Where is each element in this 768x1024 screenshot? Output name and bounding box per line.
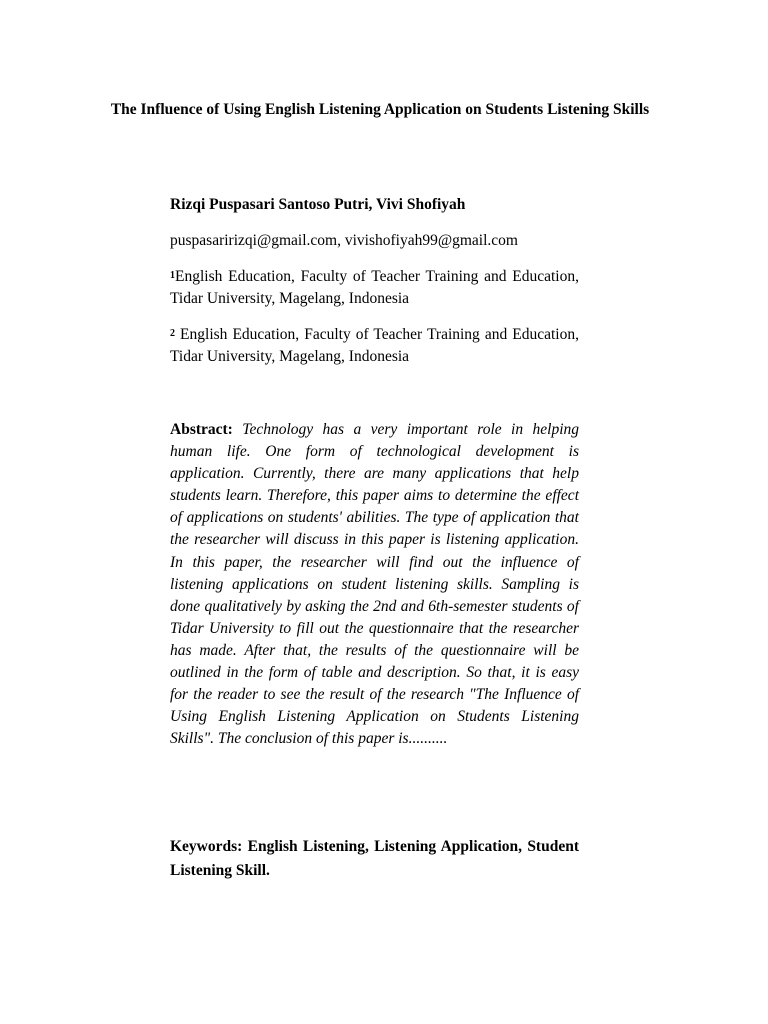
author-emails: puspasaririzqi@gmail.com, vivishofiyah99@gmail.com bbox=[170, 232, 518, 249]
keywords-line: Keywords: English Listening, Listening Application, Student Listening Skill. bbox=[170, 838, 579, 879]
abstract-paragraph bbox=[170, 419, 579, 750]
affiliation-1-text: English Education, Faculty of Teacher Training and Education, Tidar University, Magelang, Indonesia bbox=[170, 268, 579, 307]
affiliation-2-text: English Education, Faculty of Teacher Training and Education, Tidar University, Magelang, Indonesia bbox=[170, 326, 579, 365]
abstract-label: Abstract: bbox=[170, 421, 233, 438]
affiliation-1-mark: 1 bbox=[170, 270, 175, 281]
affiliation-2-mark: 2 bbox=[170, 328, 175, 339]
paper-title: The Influence of Using English Listening Application on Students Listening Skills bbox=[110, 101, 650, 118]
abstract-body: Technology has a very important role in helping human life. One form of technological development is application. Currently, there are many applications that help students learn. Therefore, this paper aims to determine the effect of applications on students' abilities. The type of application that the researcher will discuss in this paper is listening application. In this paper, the researcher will find out the influence of listening applications on student listening skills. Sampling is done qualitatively by asking the 2nd and 6th-semester students of Tidar University to fill out the questionnaire that the researcher has made. After that, the results of the questionnaire will be outlined in the form of table and description. So that, it is easy for the reader to see the result of the research "The Influence of Using English Listening Application on Students Listening Skills". The conclusion of this paper is.......... bbox=[170, 421, 579, 748]
affiliation-1 bbox=[170, 266, 579, 310]
affiliation-2 bbox=[170, 324, 579, 368]
author-names: Rizqi Puspasari Santoso Putri, Vivi Shofiyah bbox=[170, 196, 466, 213]
